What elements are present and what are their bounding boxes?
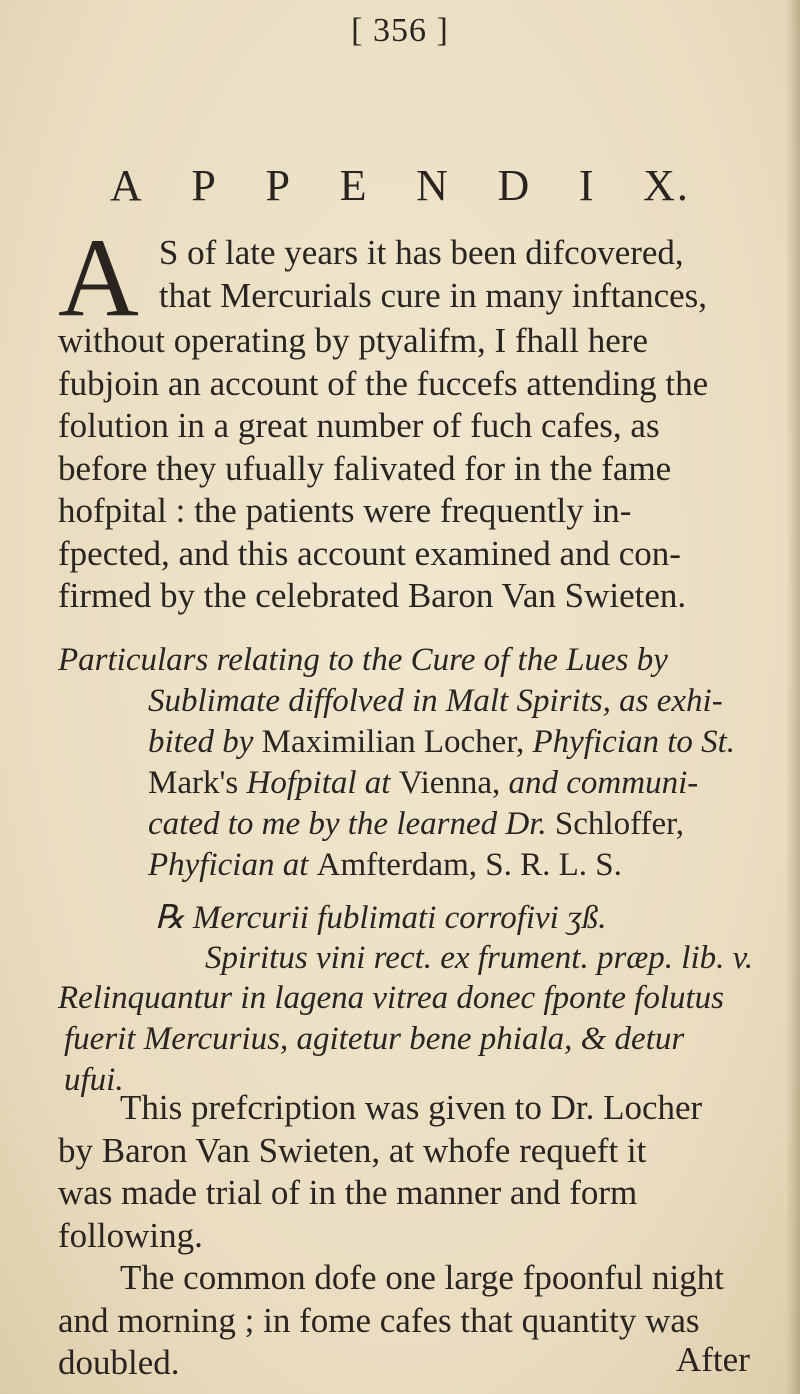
particulars-heading xyxy=(58,640,778,886)
name-span: Maximilian Locher, xyxy=(261,724,525,760)
recipe-line: ℞ Mercurii fublimati corrofivi ʒß. xyxy=(155,900,607,936)
name-span: Schloffer, xyxy=(554,806,685,842)
text-line: and morning ; in fome cafes that quantity was xyxy=(58,1300,700,1340)
heading-letter: A xyxy=(110,161,144,210)
text-line: Particulars relating to the Cure of the Lues by xyxy=(58,642,668,678)
text-line xyxy=(58,763,778,804)
text-line: doubled. xyxy=(58,1343,180,1382)
name-span: Vienna, xyxy=(398,765,501,801)
dose-paragraph xyxy=(58,1257,770,1385)
text-line: S of late years it has been difcovered, xyxy=(158,233,684,272)
text-span: cated to me by the learned Dr. xyxy=(148,806,555,842)
text-line: before they ufually falivated for in the fame xyxy=(58,448,672,488)
text-line: This prefcription was given to Dr. Locher xyxy=(120,1088,703,1127)
text-line: firmed by the celebrated Baron Van Swieten. xyxy=(58,576,687,615)
heading-letter: D xyxy=(497,161,532,210)
text-line: folution in a great number of fuch cafes, as xyxy=(58,406,660,445)
heading-letter: P xyxy=(265,161,292,210)
text-line: Sublimate diffolved in Malt Spirits, as exhi- xyxy=(148,683,723,719)
heading-letter: N xyxy=(416,161,450,210)
section-heading xyxy=(110,160,690,211)
heading-letter: E xyxy=(339,161,369,210)
text-line: fubjoin an account of the fuccefs attending the xyxy=(58,363,709,403)
text-line: by Baron Van Swieten, at whofe requeft it xyxy=(58,1130,647,1170)
text-line: fuerit Mercurius, agitetur bene phiala, & detur xyxy=(64,1021,685,1057)
text-line: that Mercurials cure in many inftances, xyxy=(158,275,708,315)
catchword: After xyxy=(676,1340,750,1379)
drop-cap: A xyxy=(58,216,139,340)
text-span: bited by xyxy=(148,724,262,760)
text-line: fpected, and this account examined and con- xyxy=(58,533,681,573)
heading-letter: I xyxy=(578,161,596,210)
name-span: Mark's xyxy=(148,765,239,801)
text-line: following. xyxy=(58,1215,203,1255)
text-span: and communi- xyxy=(500,765,699,801)
page-edge-shadow xyxy=(786,0,800,1394)
latin-instructions xyxy=(58,978,778,1101)
text-line: ufui. xyxy=(64,1062,124,1098)
text-span: Phyfician at xyxy=(148,847,317,883)
text-line: Relinquantur in lagena vitrea donec fponte folutus xyxy=(58,980,725,1016)
text-line xyxy=(58,722,778,763)
name-span: Amfterdam, S. R. L. S. xyxy=(316,847,622,883)
recipe xyxy=(155,898,775,978)
recipe-line: Spiritus vini rect. ex frument. præp. lib. v. xyxy=(205,940,754,976)
text-span: Phyfician to St. xyxy=(524,724,736,760)
text-line xyxy=(58,845,778,886)
heading-letter: X. xyxy=(643,161,690,210)
prescription-paragraph xyxy=(58,1087,770,1257)
text-span: Hofpital at xyxy=(238,765,399,801)
page-number: [ 356 ] xyxy=(351,12,449,49)
heading-letter: P xyxy=(191,161,218,210)
text-line: hofpital : the patients were frequently in- xyxy=(58,491,632,530)
text-line: without operating by ptyalifm, I fhall here xyxy=(58,321,648,360)
text-line: The common dofe one large fpoonful night xyxy=(120,1258,724,1297)
text-line xyxy=(58,804,778,845)
intro-paragraph xyxy=(58,216,770,618)
text-line: was made trial of in the manner and form xyxy=(58,1173,638,1212)
